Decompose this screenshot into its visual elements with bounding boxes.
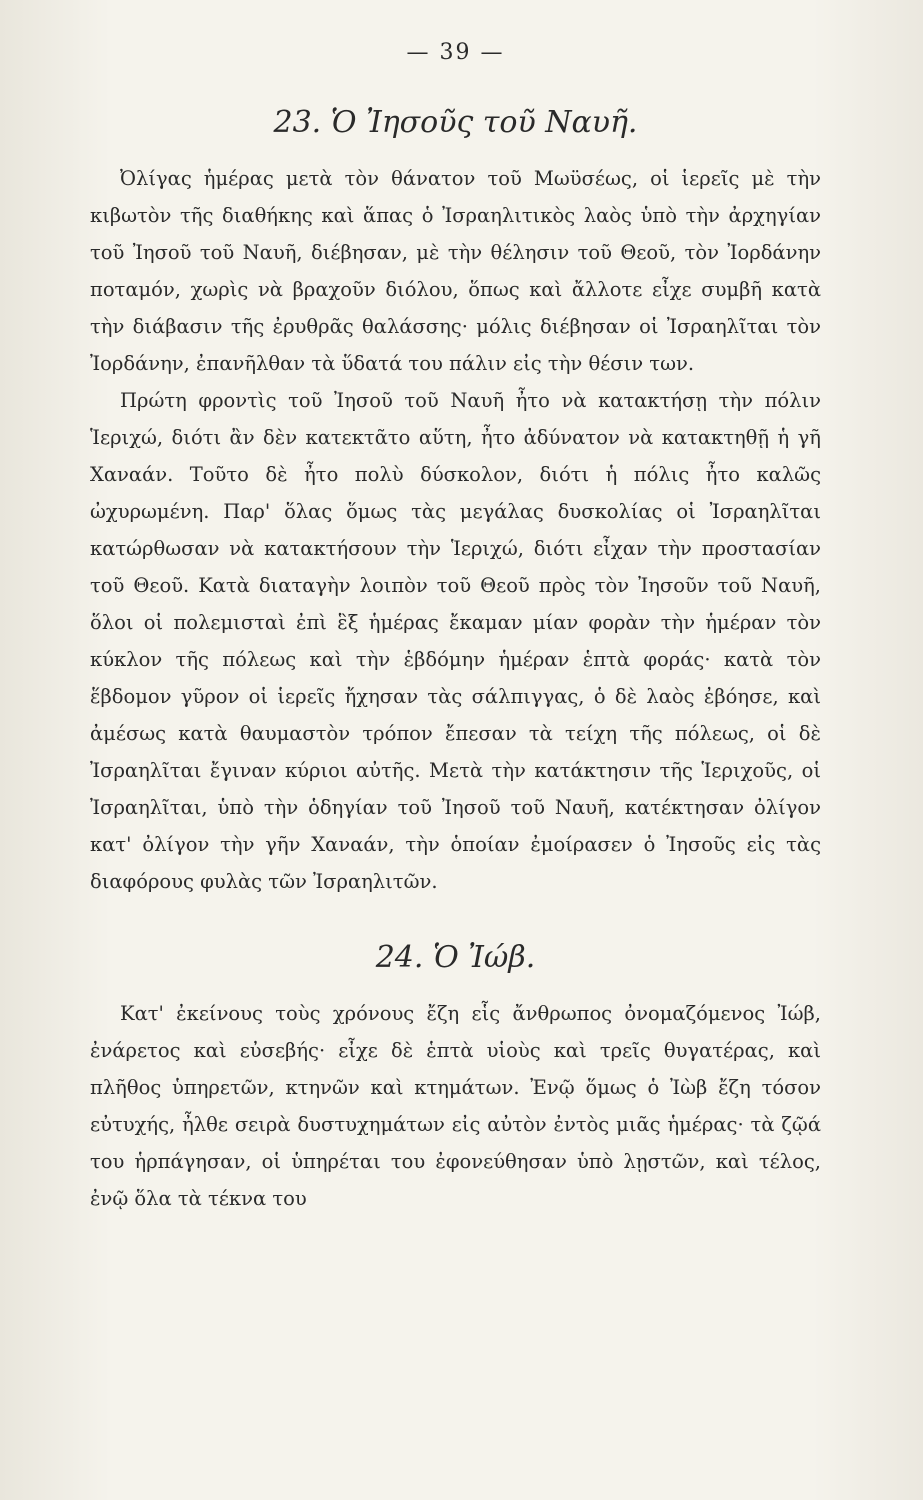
section-23 [90, 105, 821, 900]
section-title: 23. Ὁ Ἰησοῦς τοῦ Ναυῆ. [273, 105, 638, 140]
section-title: 24. Ὁ Ἰώβ. [375, 940, 536, 975]
paragraph: Πρώτη φροντὶς τοῦ Ἰησοῦ τοῦ Ναυῆ ἦτο νὰ κατακτήσῃ τὴν πόλιν Ἱεριχώ, διότι ἂν δὲν κατεκτᾶτο αὕτη, ἦτο ἀδύνατον νὰ κατακτηθῇ ἡ γῆ Χαναάν. Τοῦτο δὲ ἦτο πολὺ δύσκολον, διότι ἡ πόλις ἦτο καλῶς ὠχυρωμένη. Παρ' ὅλας ὅμως τὰς μεγάλας δυσκολίας οἱ Ἰσραηλῖται κατώρθωσαν νὰ κατακτήσουν τὴν Ἱεριχώ, διότι εἶχαν τὴν προστασίαν τοῦ Θεοῦ. Κατὰ διαταγὴν λοιπὸν τοῦ Θεοῦ πρὸς τὸν Ἰησοῦν τοῦ Ναυῆ, ὅλοι οἱ πολεμισταὶ ἐπὶ ἓξ ἡμέρας ἔκαμαν μίαν φορὰν τὴν ἡμέραν τὸν κύκλον τῆς πόλεως καὶ τὴν ἑβδόμην ἡμέραν ἑπτὰ φοράς· κατὰ τὸν ἕβδομον γῦρον οἱ ἱερεῖς ἤχησαν τὰς σάλπιγγας, ὁ δὲ λαὸς ἐβόησε, καὶ ἀμέσως κατὰ θαυμαστὸν τρόπον ἔπεσαν τὰ τείχη τῆς πόλεως, οἱ δὲ Ἰσραηλῖται ἔγιναν κύριοι αὐτῆς. Μετὰ τὴν κατάκτησιν τῆς Ἱεριχοῦς, οἱ Ἰσραηλῖται, ὑπὸ τὴν ὁδηγίαν τοῦ Ἰησοῦ τοῦ Ναυῆ, κατέκτησαν ὀλίγον κατ' ὀλίγον τὴν γῆν Χαναάν, τὴν ὁποίαν ἐμοίρασεν ὁ Ἰησοῦς εἰς τὰς διαφόρους φυλὰς τῶν Ἰσραηλιτῶν. [90, 389, 821, 893]
section-24 [90, 940, 821, 1217]
page-number: — 39 — [406, 40, 505, 65]
paragraph: Κατ' ἐκείνους τοὺς χρόνους ἔζη εἷς ἄνθρωπος ὀνομαζόμενος Ἰώβ, ἐνάρετος καὶ εὐσεβής· εἶχε δὲ ἑπτὰ υἱοὺς καὶ τρεῖς θυγατέρας, καὶ πλῆθος ὑπηρετῶν, κτηνῶν καὶ κτημάτων. Ἐνῷ ὅμως ὁ Ἰὼβ ἔζη τόσον εὐτυχής, ἦλθε σειρὰ δυστυχημάτων εἰς αὐτὸν ἐντὸς μιᾶς ἡμέρας· τὰ ζῷά του ἡρπάγησαν, οἱ ὑπηρέται του ἐφονεύθησαν ὑπὸ λῃστῶν, καὶ τέλος, ἐνῷ ὅλα τὰ τέκνα του [90, 1002, 821, 1210]
paragraph: Ὀλίγας ἡμέρας μετὰ τὸν θάνατον τοῦ Μωϋσέως, οἱ ἱερεῖς μὲ τὴν κιβωτὸν τῆς διαθήκης καὶ ἅπας ὁ Ἰσραηλιτικὸς λαὸς ὑπὸ τὴν ἀρχηγίαν τοῦ Ἰησοῦ τοῦ Ναυῆ, διέβησαν, μὲ τὴν θέλησιν τοῦ Θεοῦ, τὸν Ἰορδάνην ποταμόν, χωρὶς νὰ βραχοῦν διόλου, ὅπως καὶ ἄλλοτε εἶχε συμβῆ κατὰ τὴν διάβασιν τῆς ἐρυθρᾶς θαλάσσης· μόλις διέβησαν οἱ Ἰσραηλῖται τὸν Ἰορδάνην, ἐπανῆλθαν τὰ ὕδατά του πάλιν εἰς τὴν θέσιν των. [90, 167, 821, 375]
